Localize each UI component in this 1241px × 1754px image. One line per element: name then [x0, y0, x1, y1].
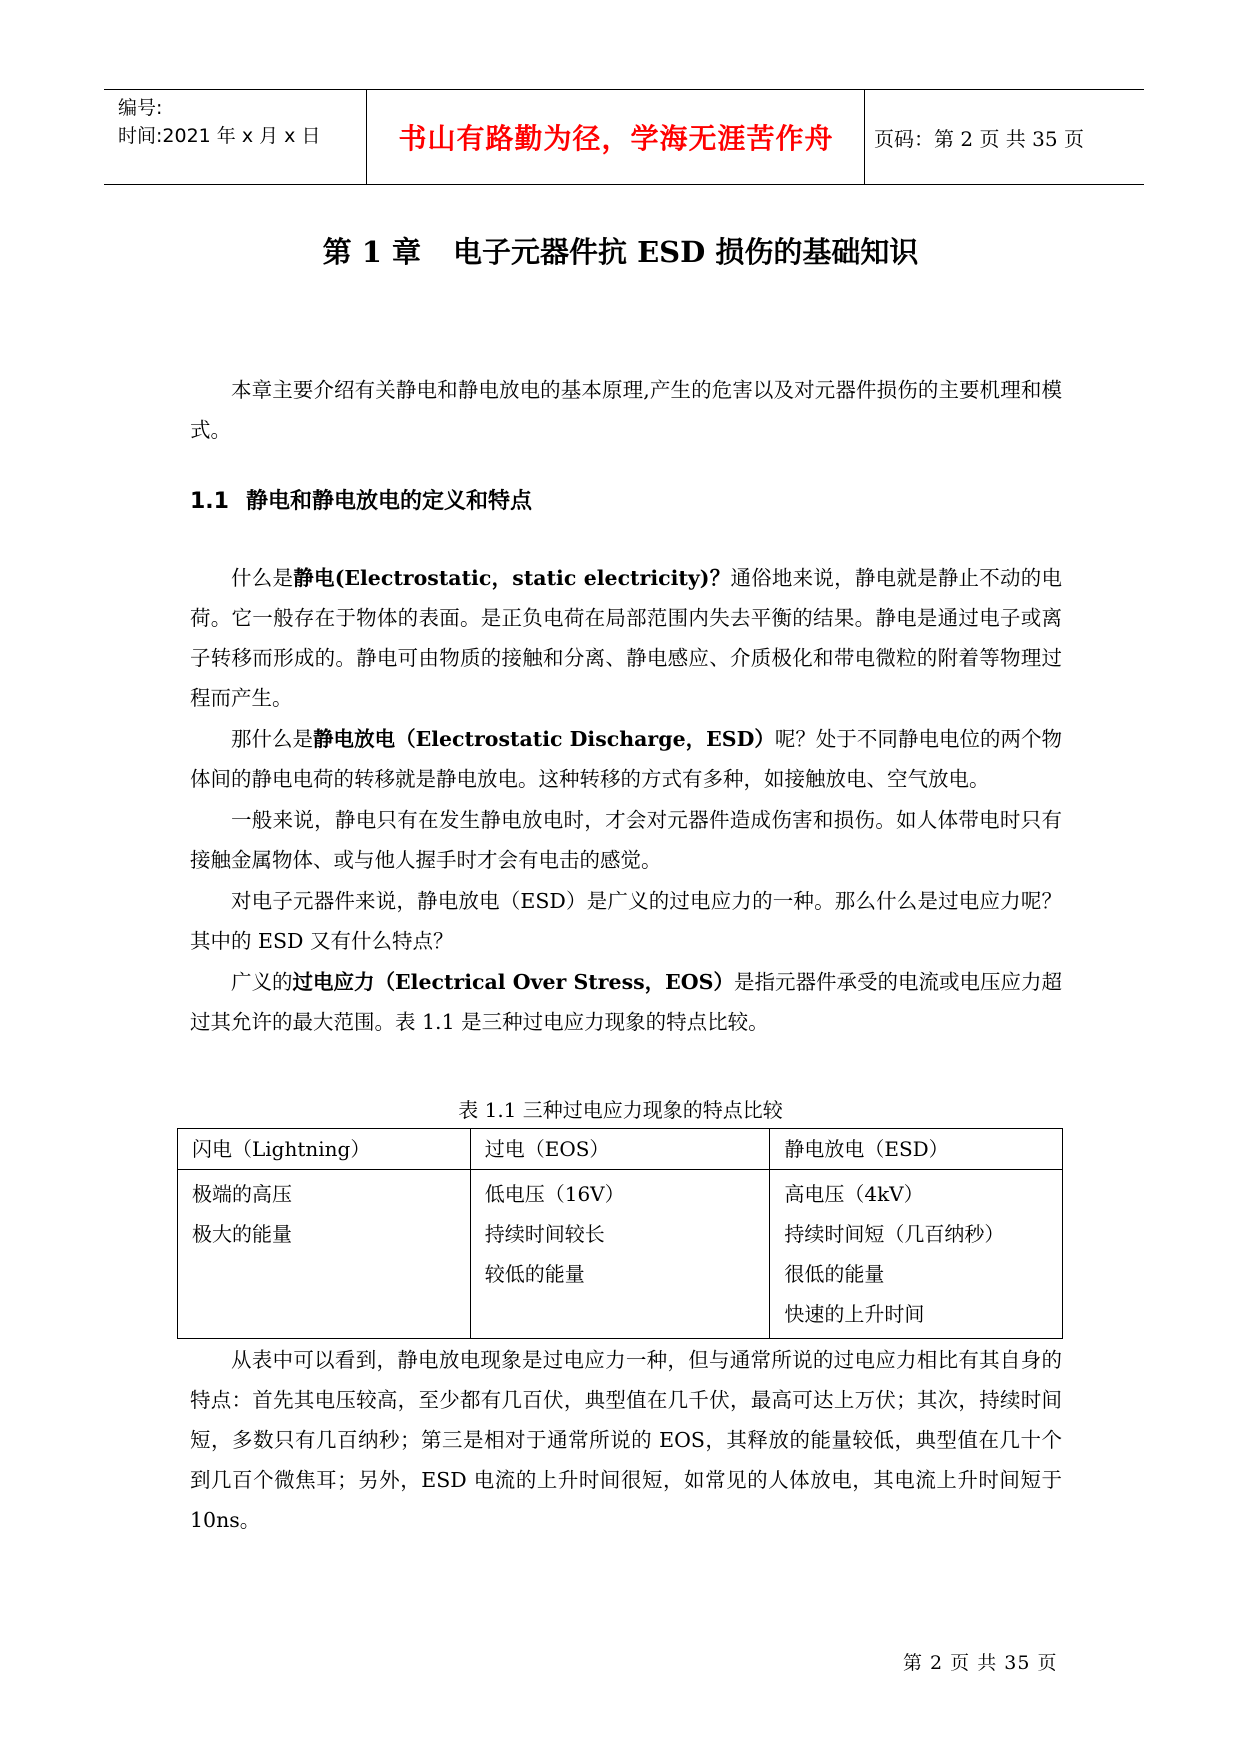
table-cell-line: 较低的能量 — [484, 1262, 585, 1286]
table-cell-line: 持续时间短（几百纳秒） — [784, 1222, 1005, 1246]
header-divider — [864, 90, 865, 184]
section-heading — [190, 484, 532, 515]
chapter-number: 第 1 章 — [322, 235, 421, 269]
term-esd: 静电放电（Electrostatic Discharge，ESD） — [313, 727, 775, 751]
table-cell-esd — [770, 1170, 1063, 1339]
chapter-title — [0, 230, 1241, 271]
table-cell-line: 很低的能量 — [784, 1262, 885, 1286]
text-run: 是指元器件承受的电流或电压应力超过其允许的最大范围。表 1.1 是三种过电应力现象的特点比较。 — [190, 970, 1063, 1034]
paragraph-eos-question: 对电子元器件来说，静电放电（ESD）是广义的过电应力的一种。那么什么是过电应力呢？其中的 ESD 又有什么特点？ — [190, 889, 1062, 953]
paragraph-esd-characteristics: 从表中可以看到，静电放电现象是过电应力一种，但与通常所说的过电应力相比有其自身的特点：首先其电压较高，至少都有几百伏，典型值在几千伏，最高可达上万伏；其次，持续时间短，多数只有几百纳秒；第三是相对于通常所说的 EOS，其释放的能量较低，典型值在几十个到几百个微焦耳；另外，ESD 电流的上升时间很短，如常见的人体放电，其电流上升时间短于 10ns。 — [190, 1348, 1062, 1532]
table-header-row — [178, 1129, 1063, 1170]
section-number: 1.1 — [190, 489, 229, 514]
table-header-cell: 过电（EOS） — [470, 1129, 770, 1170]
text-run: 广义的 — [231, 970, 293, 994]
paragraph-static-definition — [190, 558, 1062, 718]
text-run: 通俗地来说，静电就是静止不动的电荷。它一般存在于物体的表面。是正负电荷在局部范围内失去平衡的结果。静电是通过电子或离子转移而形成的。静电可由物质的接触和分离、静电感应、介质极化和带电微粒的附着等物理过程而产生。 — [190, 566, 1063, 710]
table-row — [178, 1170, 1063, 1339]
chapter-title-text: 电子元器件抗 ESD 损伤的基础知识 — [452, 235, 919, 269]
table-cell-line: 高电压（4kV） — [784, 1182, 924, 1206]
table-cell-line: 极大的能量 — [192, 1222, 292, 1246]
document-number-label: 编号: — [118, 97, 163, 119]
document-time-label: 时间:2021 年 x 月 x 日 — [118, 125, 321, 147]
header-divider — [366, 90, 367, 184]
table-header-cell: 闪电（Lightning） — [178, 1129, 471, 1170]
term-eos: 过电应力（Electrical Over Stress，EOS） — [292, 970, 734, 994]
page-header — [104, 89, 1144, 185]
table-cell-eos — [470, 1170, 770, 1339]
section-title: 静电和静电放电的定义和特点 — [246, 489, 533, 514]
text-run: 呢？处于不同静电电位的两个物体间的静电电荷的转移就是静电放电。这种转移的方式有多种，如接触放电、空气放电。 — [190, 727, 1063, 791]
table-cell-line: 持续时间较长 — [484, 1222, 605, 1246]
paragraph-eos-definition — [190, 962, 1062, 1042]
header-meta — [118, 94, 320, 150]
table-header-cell: 静电放电（ESD） — [770, 1129, 1063, 1170]
table-cell-line: 极端的高压 — [192, 1182, 292, 1206]
table-cell-line: 低电压（16V） — [484, 1182, 625, 1206]
paragraph-esd-damage: 一般来说，静电只有在发生静电放电时，才会对元器件造成伤害和损伤。如人体带电时只有接触金属物体、或与他人握手时才会有电击的感觉。 — [190, 808, 1062, 872]
paragraph-esd-definition — [190, 719, 1062, 799]
table-caption: 表 1.1 三种过电应力现象的特点比较 — [458, 1098, 783, 1122]
header-motto: 书山有路勤为径，学海无涯苦作舟 — [398, 122, 834, 155]
comparison-table — [177, 1128, 1063, 1339]
table-cell-line: 快速的上升时间 — [784, 1302, 925, 1326]
text-run: 什么是 — [231, 566, 294, 590]
term-static: 静电(Electrostatic，static electricity)？ — [293, 566, 731, 590]
intro-paragraph: 本章主要介绍有关静电和静电放电的基本原理,产生的危害以及对元器件损伤的主要机理和模式。 — [190, 378, 1062, 442]
table-cell-lightning — [178, 1170, 471, 1339]
text-run: 那什么是 — [231, 727, 314, 751]
page-footer: 第 2 页 共 35 页 — [903, 1652, 1058, 1674]
header-page-info: 页码：第 2 页 共 35 页 — [874, 126, 1084, 151]
